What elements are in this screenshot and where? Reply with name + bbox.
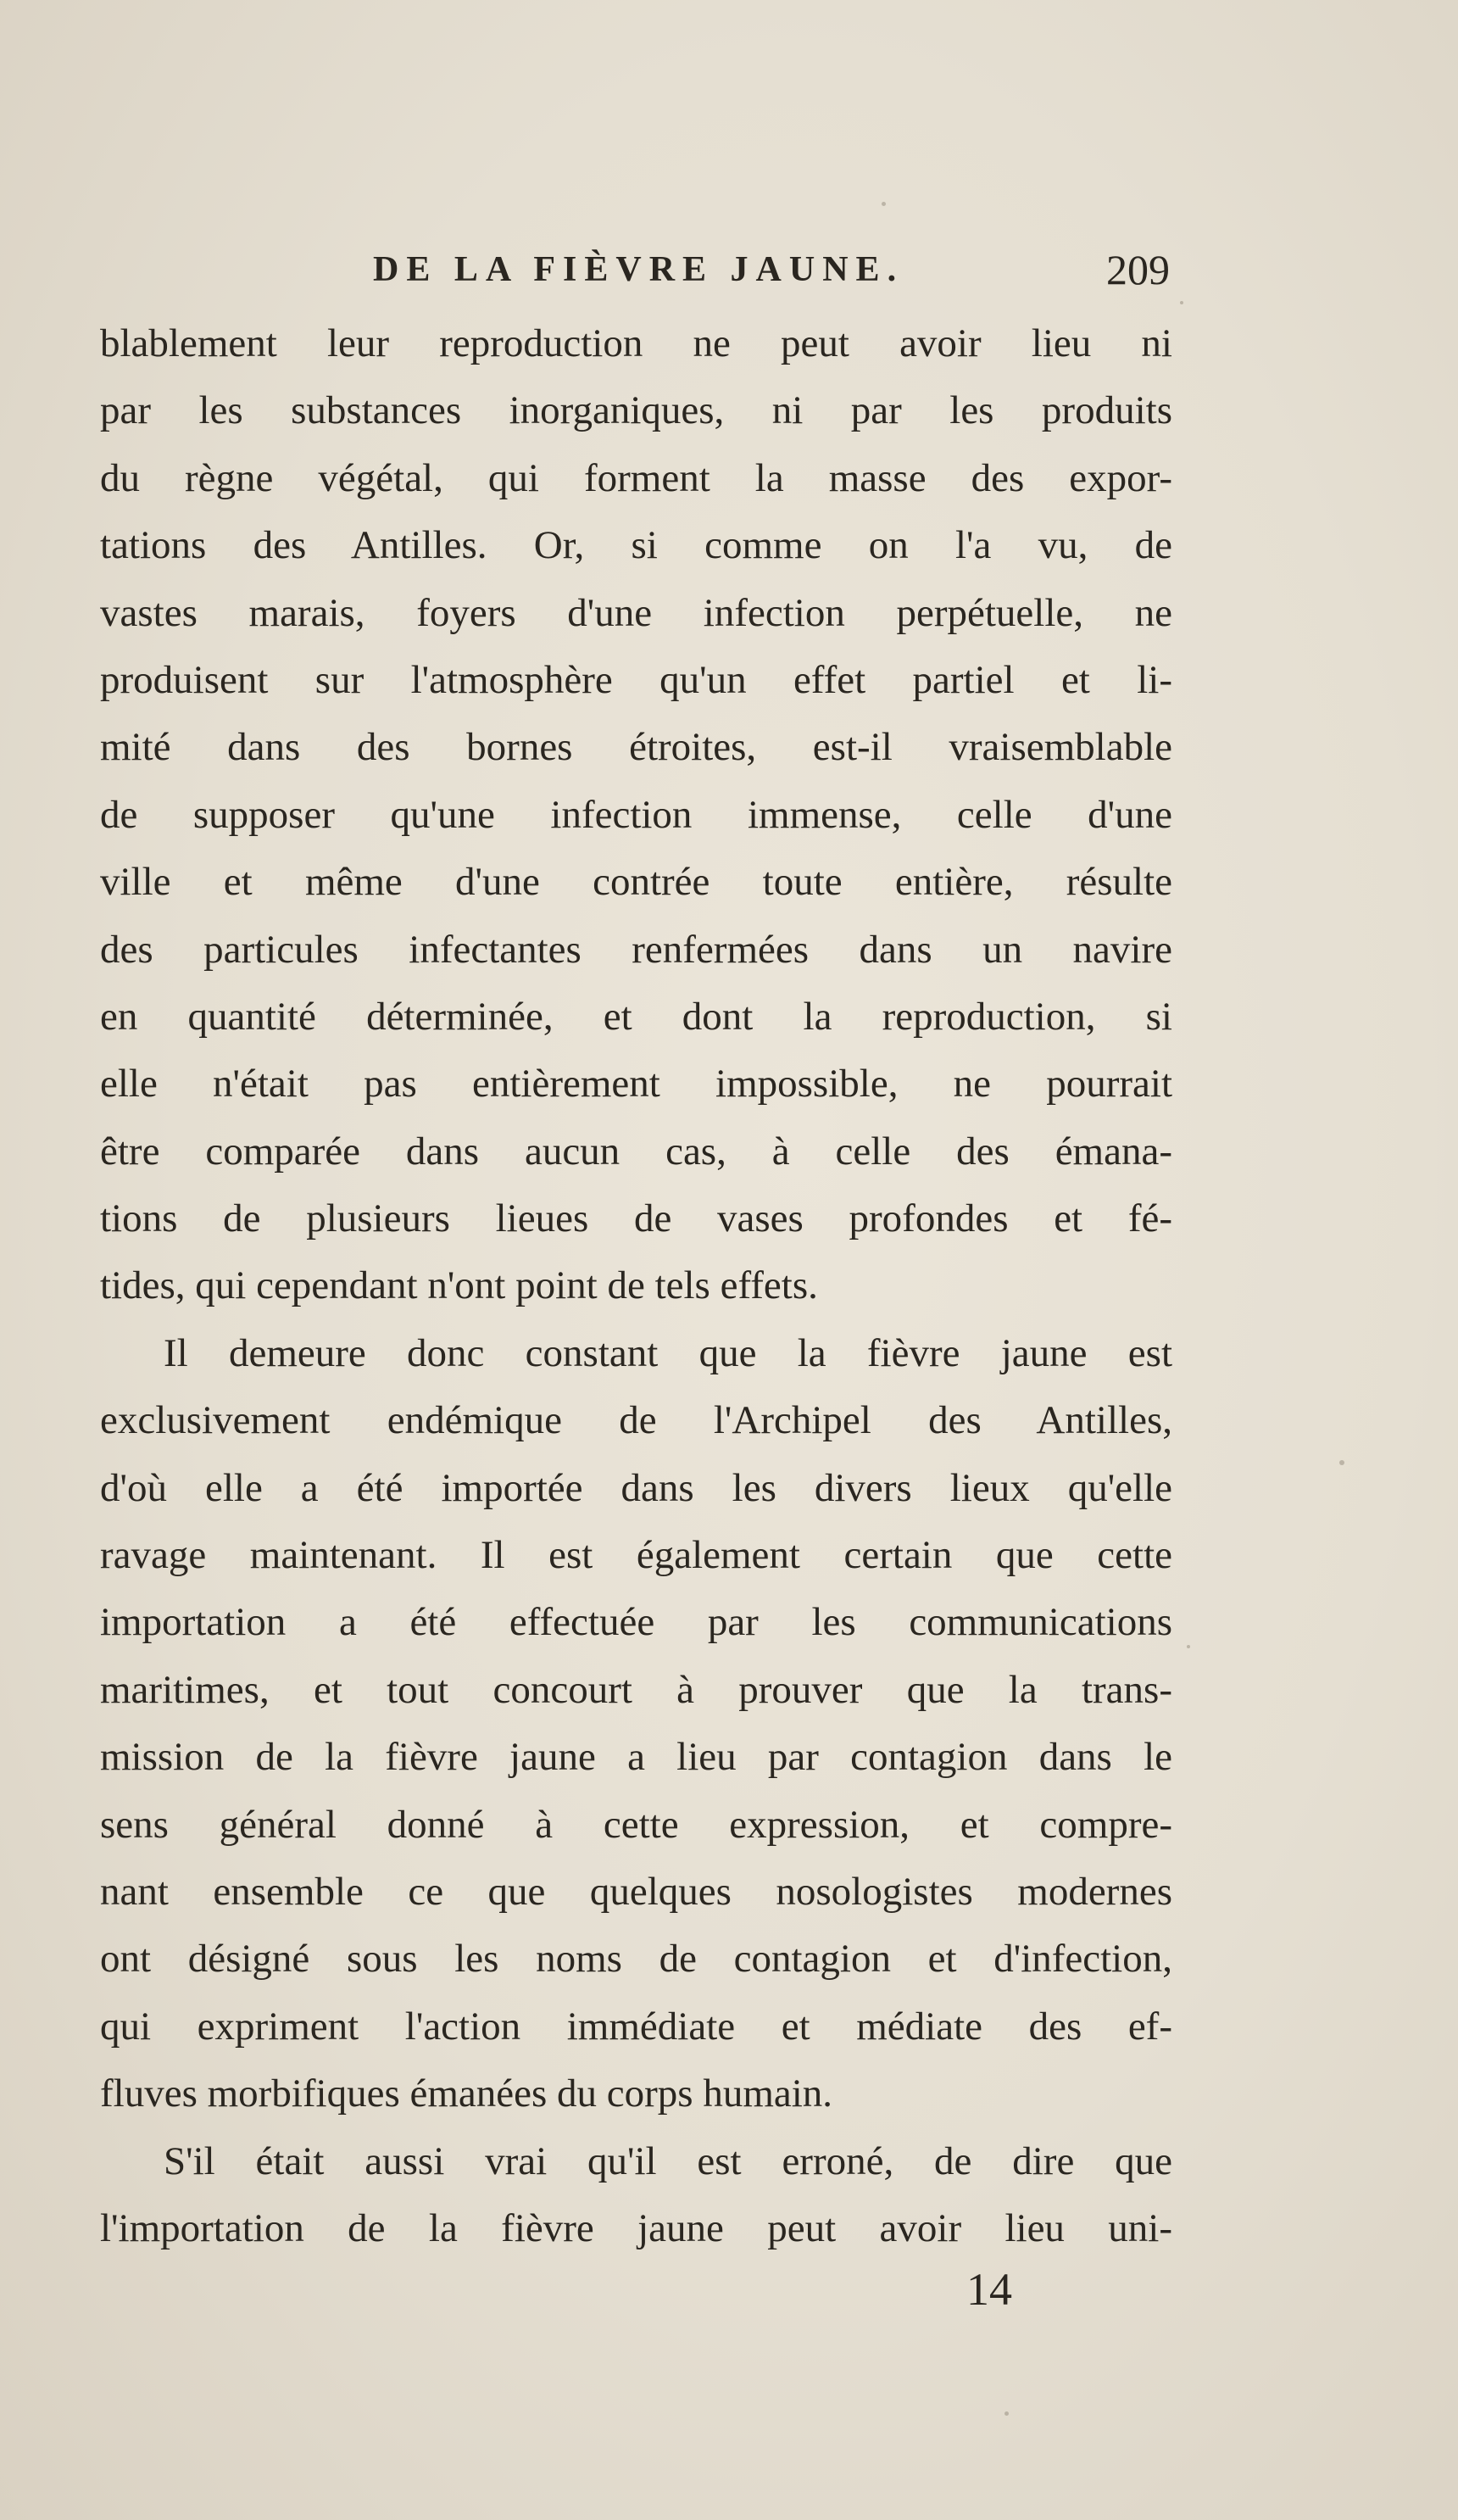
text-line: ont désigné sous les noms de contagion et d'infection, [100,1937,1172,1982]
paper-speck [1187,1645,1190,1648]
running-head [373,236,1187,304]
text-line: sens général donné à cette expression, et compre- [100,1802,1172,1847]
text-line: nant ensemble ce que quelques nosologistes modernes [100,1869,1172,1914]
text-line: tides, qui cependant n'ont point de tels effets. [100,1263,818,1308]
text-line: ravage maintenant. Il est également certain que cette [100,1533,1172,1578]
text-line: l'importation de la fièvre jaune peut avoir lieu uni- [100,2205,1172,2250]
text-line: tions de plusieurs lieues de vases profondes et fé- [100,1196,1172,1241]
text-line: blablement leur reproduction ne peut avoir lieu ni [100,321,1172,365]
text-line: de supposer qu'une infection immense, celle d'une [100,792,1172,837]
text-line: par les substances inorganiques, ni par les produits [100,388,1172,433]
text-line: elle n'était pas entièrement impossible, ne pourrait [100,1062,1172,1107]
text-line: d'où elle a été importée dans les divers lieux qu'elle [100,1465,1172,1510]
text-line: mité dans des bornes étroites, est-il vraisemblable [100,725,1172,770]
signature-mark: 14 [966,2264,1012,2315]
text-line: du règne végétal, qui forment la masse des expor- [100,455,1172,500]
text-line: S'il était aussi vrai qu'il est erroné, de dire que [164,2138,1172,2183]
text-line: ville et même d'une contrée toute entière, résulte [100,860,1172,905]
text-line: qui expriment l'action immédiate et médiate des ef- [100,2004,1172,2049]
text-line: mission de la fièvre jaune a lieu par contagion dans le [100,1735,1172,1780]
paper-speck [1004,2411,1009,2416]
page-number: 209 [1106,246,1170,293]
text-line: des particules infectantes renfermées dans un navire [100,927,1172,972]
text-line: fluves morbifiques émanées du corps humain. [100,2071,833,2116]
text-line: produisent sur l'atmosphère qu'un effet partiel et li- [100,657,1172,702]
paper-speck [1339,1460,1344,1465]
text-line: en quantité déterminée, et dont la reproduction, si [100,994,1172,1039]
running-title: DE LA FIÈVRE JAUNE. [373,250,904,289]
text-line: être comparée dans aucun cas, à celle des émana- [100,1129,1172,1174]
text-line: importation a été effectuée par les communications [100,1600,1172,1645]
text-line: Il demeure donc constant que la fièvre jaune est [164,1330,1172,1375]
text-line: tations des Antilles. Or, si comme on l'a vu, de [100,523,1172,568]
paper-speck [882,202,886,206]
text-line: exclusivement endémique de l'Archipel des Antilles, [100,1398,1172,1443]
body-text [100,310,1172,2262]
text-line: maritimes, et tout concourt à prouver que la trans- [100,1667,1172,1712]
text-line: vastes marais, foyers d'une infection perpétuelle, ne [100,590,1172,635]
